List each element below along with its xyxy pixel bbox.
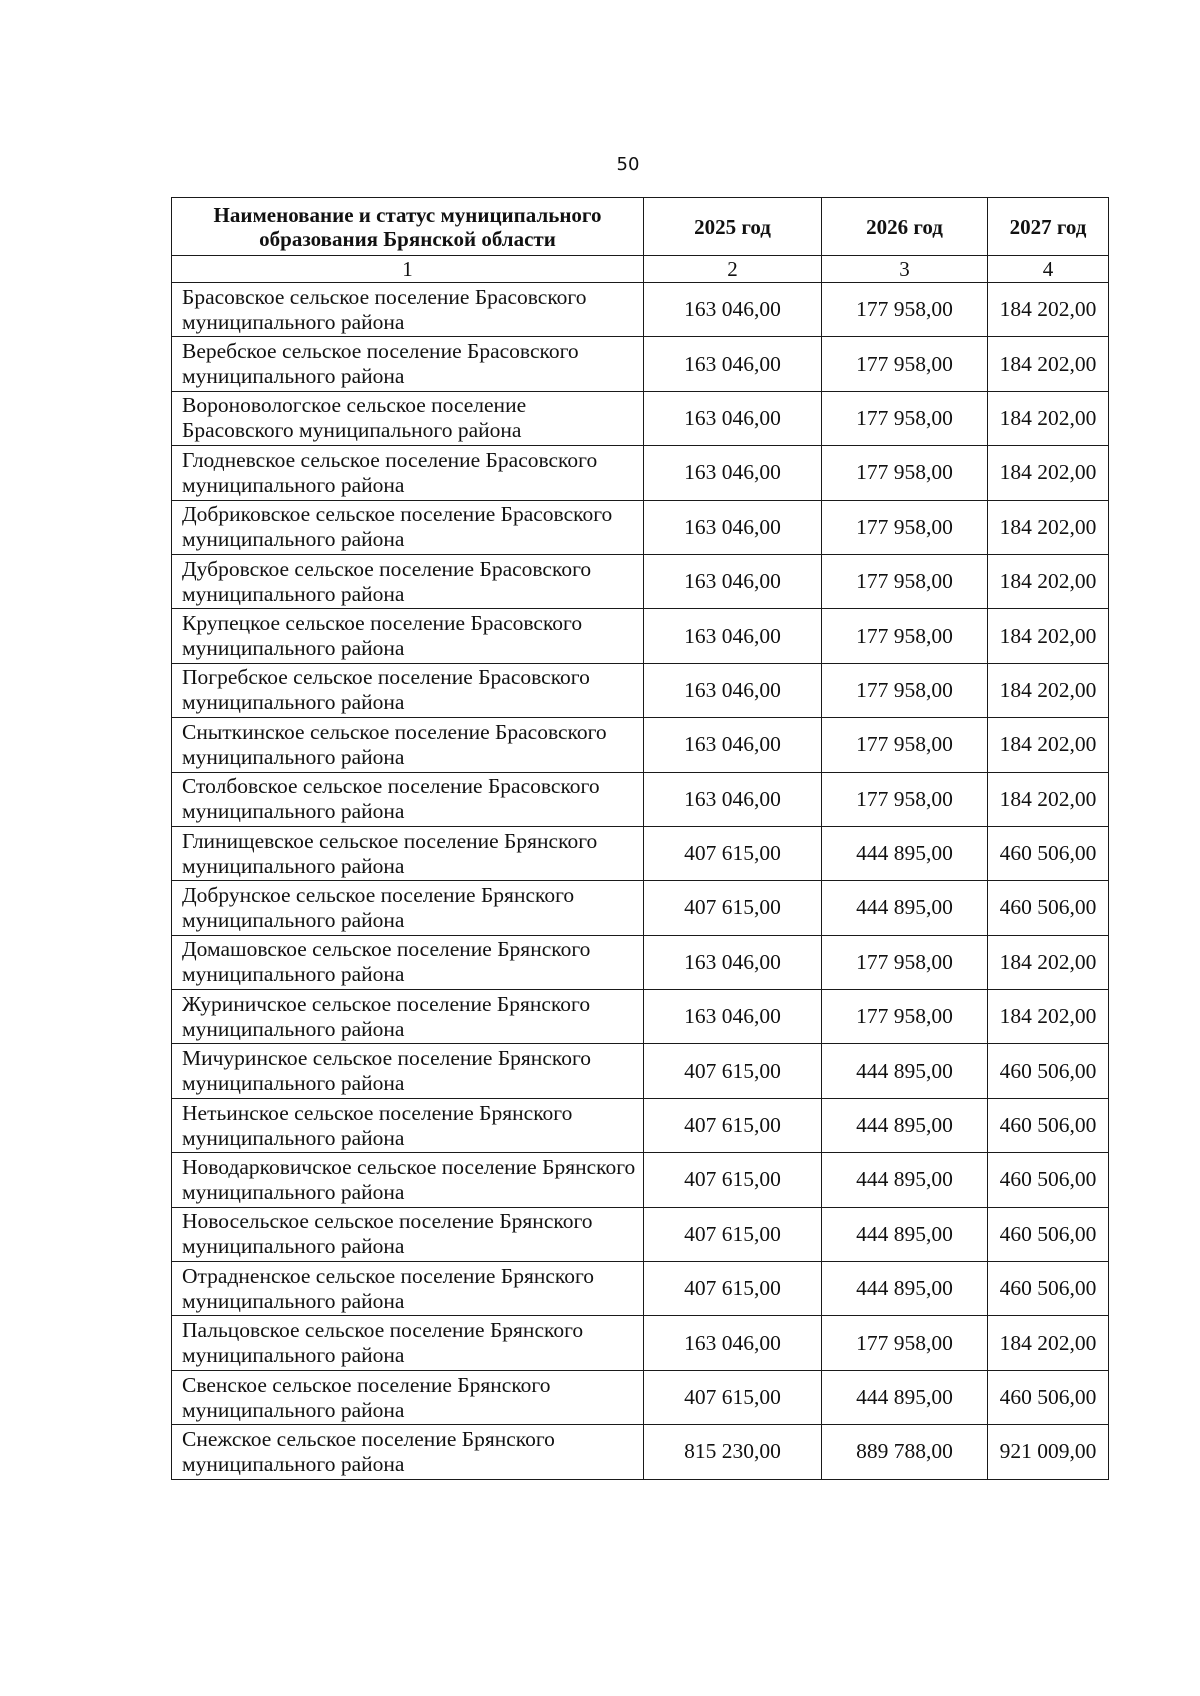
header-municipality: Наименование и статус муниципального образования Брянской области — [172, 198, 644, 256]
value-2026-cell: 889 788,00 — [822, 1425, 988, 1479]
value-2025-cell: 163 046,00 — [644, 554, 822, 608]
value-2027-cell: 184 202,00 — [988, 446, 1109, 500]
table-row — [172, 718, 1109, 772]
municipality-name-cell: Веребское сельское поселение Брасовского муниципального района — [172, 337, 644, 391]
municipality-name-cell: Вороновологское сельское поселение Брасовского муниципального района — [172, 391, 644, 445]
value-2025-cell: 407 615,00 — [644, 1370, 822, 1424]
value-2027-cell: 460 506,00 — [988, 1098, 1109, 1152]
value-2027-cell: 184 202,00 — [988, 663, 1109, 717]
value-2027-cell: 184 202,00 — [988, 337, 1109, 391]
table-row — [172, 391, 1109, 445]
value-2026-cell: 177 958,00 — [822, 990, 988, 1044]
table-row — [172, 881, 1109, 935]
value-2027-cell: 921 009,00 — [988, 1425, 1109, 1479]
value-2026-cell: 177 958,00 — [822, 337, 988, 391]
value-2026-cell: 444 895,00 — [822, 1207, 988, 1261]
table-row — [172, 1316, 1109, 1370]
value-2026-cell: 177 958,00 — [822, 500, 988, 554]
value-2026-cell: 444 895,00 — [822, 826, 988, 880]
municipality-name-cell: Новосельское сельское поселение Брянского муниципального района — [172, 1207, 644, 1261]
municipality-name-cell: Мичуринское сельское поселение Брянского муниципального района — [172, 1044, 644, 1098]
table-row — [172, 1207, 1109, 1261]
table-body — [172, 283, 1109, 1480]
municipality-name-cell: Снежское сельское поселение Брянского муниципального района — [172, 1425, 644, 1479]
value-2027-cell: 184 202,00 — [988, 554, 1109, 608]
value-2026-cell: 177 958,00 — [822, 772, 988, 826]
table-row — [172, 337, 1109, 391]
value-2027-cell: 460 506,00 — [988, 1153, 1109, 1207]
table-row — [172, 554, 1109, 608]
value-2025-cell: 407 615,00 — [644, 1262, 822, 1316]
municipality-name-cell: Свенское сельское поселение Брянского муниципального района — [172, 1370, 644, 1424]
table-row — [172, 1262, 1109, 1316]
table-row — [172, 1370, 1109, 1424]
value-2026-cell: 444 895,00 — [822, 1153, 988, 1207]
table-row — [172, 826, 1109, 880]
value-2027-cell: 184 202,00 — [988, 1316, 1109, 1370]
value-2025-cell: 163 046,00 — [644, 500, 822, 554]
value-2025-cell: 407 615,00 — [644, 1044, 822, 1098]
header-2027: 2027 год — [988, 198, 1109, 256]
table-row — [172, 990, 1109, 1044]
value-2026-cell: 177 958,00 — [822, 283, 988, 337]
value-2026-cell: 444 895,00 — [822, 1098, 988, 1152]
column-number: 1 — [172, 256, 644, 283]
municipality-name-cell: Глодневское сельское поселение Брасовского муниципального района — [172, 446, 644, 500]
value-2026-cell: 444 895,00 — [822, 1370, 988, 1424]
municipality-name-cell: Нетьинское сельское поселение Брянского муниципального района — [172, 1098, 644, 1152]
municipality-name-cell: Столбовское сельское поселение Брасовского муниципального района — [172, 772, 644, 826]
value-2026-cell: 177 958,00 — [822, 391, 988, 445]
table-row — [172, 935, 1109, 989]
value-2027-cell: 184 202,00 — [988, 772, 1109, 826]
column-number: 4 — [988, 256, 1109, 283]
value-2027-cell: 184 202,00 — [988, 935, 1109, 989]
value-2027-cell: 460 506,00 — [988, 881, 1109, 935]
header-2025: 2025 год — [644, 198, 822, 256]
value-2025-cell: 163 046,00 — [644, 446, 822, 500]
value-2025-cell: 163 046,00 — [644, 718, 822, 772]
municipality-name-cell: Журиничское сельское поселение Брянского муниципального района — [172, 990, 644, 1044]
value-2026-cell: 177 958,00 — [822, 554, 988, 608]
value-2025-cell: 163 046,00 — [644, 772, 822, 826]
table-row — [172, 772, 1109, 826]
value-2027-cell: 184 202,00 — [988, 500, 1109, 554]
value-2026-cell: 444 895,00 — [822, 1262, 988, 1316]
column-number-row — [172, 256, 1109, 283]
value-2025-cell: 163 046,00 — [644, 391, 822, 445]
value-2026-cell: 444 895,00 — [822, 881, 988, 935]
municipality-name-cell: Дубровское сельское поселение Брасовского муниципального района — [172, 554, 644, 608]
municipality-name-cell: Крупецкое сельское поселение Брасовского муниципального района — [172, 609, 644, 663]
value-2027-cell: 184 202,00 — [988, 718, 1109, 772]
value-2026-cell: 177 958,00 — [822, 609, 988, 663]
value-2025-cell: 407 615,00 — [644, 1153, 822, 1207]
value-2027-cell: 184 202,00 — [988, 283, 1109, 337]
header-2026: 2026 год — [822, 198, 988, 256]
value-2027-cell: 460 506,00 — [988, 1370, 1109, 1424]
value-2025-cell: 163 046,00 — [644, 663, 822, 717]
table-row — [172, 1153, 1109, 1207]
column-number: 3 — [822, 256, 988, 283]
value-2025-cell: 163 046,00 — [644, 935, 822, 989]
value-2027-cell: 460 506,00 — [988, 826, 1109, 880]
value-2025-cell: 815 230,00 — [644, 1425, 822, 1479]
value-2026-cell: 177 958,00 — [822, 663, 988, 717]
table-row — [172, 609, 1109, 663]
value-2026-cell: 444 895,00 — [822, 1044, 988, 1098]
table-row — [172, 1044, 1109, 1098]
municipality-name-cell: Глинищевское сельское поселение Брянского муниципального района — [172, 826, 644, 880]
value-2025-cell: 407 615,00 — [644, 826, 822, 880]
value-2025-cell: 163 046,00 — [644, 337, 822, 391]
value-2027-cell: 184 202,00 — [988, 609, 1109, 663]
table-header-row — [172, 198, 1109, 256]
municipality-name-cell: Пальцовское сельское поселение Брянского муниципального района — [172, 1316, 644, 1370]
table-row — [172, 283, 1109, 337]
value-2025-cell: 407 615,00 — [644, 1098, 822, 1152]
page-number: 50 — [616, 154, 640, 175]
table-row — [172, 1098, 1109, 1152]
table-row — [172, 663, 1109, 717]
value-2025-cell: 407 615,00 — [644, 1207, 822, 1261]
value-2025-cell: 407 615,00 — [644, 881, 822, 935]
value-2025-cell: 163 046,00 — [644, 990, 822, 1044]
value-2026-cell: 177 958,00 — [822, 718, 988, 772]
value-2026-cell: 177 958,00 — [822, 935, 988, 989]
municipality-name-cell: Добриковское сельское поселение Брасовского муниципального района — [172, 500, 644, 554]
value-2027-cell: 460 506,00 — [988, 1262, 1109, 1316]
table-row — [172, 446, 1109, 500]
value-2027-cell: 184 202,00 — [988, 990, 1109, 1044]
municipality-name-cell: Отрадненское сельское поселение Брянского муниципального района — [172, 1262, 644, 1316]
value-2026-cell: 177 958,00 — [822, 446, 988, 500]
municipality-name-cell: Домашовское сельское поселение Брянского муниципального района — [172, 935, 644, 989]
municipality-name-cell: Добрунское сельское поселение Брянского муниципального района — [172, 881, 644, 935]
value-2027-cell: 460 506,00 — [988, 1044, 1109, 1098]
municipality-name-cell: Сныткинское сельское поселение Брасовского муниципального района — [172, 718, 644, 772]
value-2027-cell: 460 506,00 — [988, 1207, 1109, 1261]
municipality-name-cell: Брасовское сельское поселение Брасовского муниципального района — [172, 283, 644, 337]
value-2027-cell: 184 202,00 — [988, 391, 1109, 445]
table-row — [172, 500, 1109, 554]
value-2025-cell: 163 046,00 — [644, 609, 822, 663]
municipality-name-cell: Новодарковичское сельское поселение Брянского муниципального района — [172, 1153, 644, 1207]
allocation-table — [171, 197, 1109, 1480]
value-2026-cell: 177 958,00 — [822, 1316, 988, 1370]
municipality-name-cell: Погребское сельское поселение Брасовского муниципального района — [172, 663, 644, 717]
column-number: 2 — [644, 256, 822, 283]
value-2025-cell: 163 046,00 — [644, 1316, 822, 1370]
table-row — [172, 1425, 1109, 1479]
value-2025-cell: 163 046,00 — [644, 283, 822, 337]
